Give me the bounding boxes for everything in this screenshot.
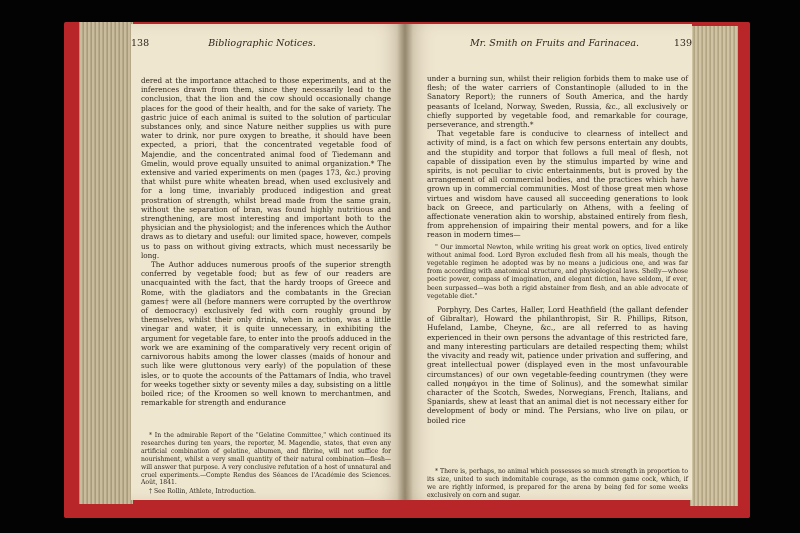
right-paragraph-1: under a burning sun, whilst their religion forbids them to make use of flesh; of the water carriers of Constantinople (alluded to in the Sanatory Report); the runners of South America, and the hardy peasants of Iceland, Norway, Sweden, Russia, &c., all exclusively or chiefly supported by vegetable food, and remarkable for courage, perseverance, and strength.* <box>427 74 688 130</box>
right-running-title: Mr. Smith on Fruits and Farinacea. <box>469 38 640 49</box>
left-running-title: Bibliographic Notices. <box>208 38 316 49</box>
left-page <box>131 24 405 500</box>
left-footnotes <box>141 432 391 497</box>
left-page-number: 138 <box>131 38 150 49</box>
right-page-edges <box>690 26 738 506</box>
right-footnote-1: * There is, perhaps, no animal which possesses so much strength in proportion to its size, united to such indomitable courage, as the common game cock, which, if we are rightly informed, is prepared for the arena by being fed for some weeks exclusively on corn and sugar. <box>427 468 688 499</box>
left-paragraph-1: dered at the importance attached to those experiments, and at the inferences drawn from them, since they necessarily lead to the conclusion, that the lion and the cow should occasionally change places for the good of their health, and for the sake of variety. The gastric juice of each animal is suited to the solution of particular substances only, and since Nature neither supplies us with pure water to drink, nor pure oxygen to breathe, it should have been expected, a priori, that the concentrated vegetable food of Majendie, and the concentrated animal food of Tiedemann and Gmelin, would prove equally unsuited to animal organization.* The extensive and varied experiments on men (pages 173, &c.) proving that whilst pure white wheaten bread, when used exclusively and for a long time, invariably produced indigestion and great prostration of strength, whilst bread made from the same grain, without the separation of bran, was found highly nutritious and strengthening, are most interesting and important both to the physician and the physiologist; and the inferences which the Author draws as to dietary and useful: our limited space, however, compels us to pass on without giving extracts, which must necessarily be long. <box>141 76 391 260</box>
block-quote <box>427 244 688 301</box>
right-paragraph-3: Porphyry, Des Cartes, Haller, Lord Heathfield (the gallant defender of Gibraltar), Howard the philanthropist, Sir R. Phillips, Ritson, Hufeland, Lambe, Cheyne, &c., are all referred to as having experienced in their own persons the advantage of this restricted fare, and many interesting particulars are detailed respecting them; whilst the vivacity and ready wit, patience under privation and suffering, and great intellectual power (displayed even in the most unfavourable circumstances) of our own vegetable-feeding countrymen (they were called ποηφάγοι in the time of Solinus), and the somewhat similar character of the Scotch, Swedes, Norwegians, French, Italians, and Spaniards, shew at least that an animal diet is not necessary either for development of body or mind. The Persians, who live on pilau, or boiled rice <box>427 305 688 425</box>
book-gutter <box>397 24 413 500</box>
left-body-text <box>141 76 391 407</box>
right-footnotes <box>427 468 688 500</box>
right-paragraph-2: That vegetable fare is conducive to clearness of intellect and activity of mind, is a fact on which few persons entertain any doubts, and the stupidity and torpor that follows a full meal of flesh, not capable of dissipation even by the stimulus imparted by wine and spirits, is not peculiar to civic entertainments, but is proved by the arrangement of all commercial bodies, and the practices which have grown up in commercial communities. Most of those great men whose virtues and wisdom have caused all succeeding generations to look back on Greece, and particularly on Athens, with a feeling of affectionate veneration akin to worship, abstained entirely from flesh, from apprehension of impairing their mental powers, and for a like reason in modern times— <box>427 129 688 240</box>
right-page-number: 139 <box>673 38 692 49</box>
right-page <box>405 24 692 500</box>
left-footnote-2: † See Rollin, Athlete, Introduction. <box>149 488 256 496</box>
block-quote-text: " Our immortal Newton, while writing his great work on optics, lived entirely without animal food. Lord Byron excluded flesh from all his meals, though the vegetable regimen he adopted was by no means a judicious one, and was far from according with anatomical structure, and physiological laws. Shelly—whose poetic power, compass of imagination, and elegant diction, have seldom, if ever, been surpassed—was both a rigid abstainer from flesh, and an able advocate of vegetable diet." <box>427 243 688 300</box>
left-page-edges <box>79 22 133 504</box>
left-paragraph-2: The Author adduces numerous proofs of the superior strength conferred by vegetable food; but as few of our readers are unacquainted with the fact, that the hardy troops of Greece and Rome, with the gladiators and the combatants in the Grecian games† were all (before manners were corrupted by the overthrow of democracy) exclusively fed with corn roughly ground by themselves, whilst their only drink, when in action, was a little vinegar and water, it is quite unnecessary, in exhibiting the argument for vegetable fare, to enter into the proofs adduced in the work we are examining of the comparatively very recent origin of carnivorous habits among the lower classes (maids of honour and such like were gluttonous very early) of the population of these isles, or to quote the accounts of the Pattamars of India, who travel for weeks together sixty or seventy miles a day, subsisting on a little boiled rice; of the Kroomen so well known to merchantmen, and remarkable for strength and endurance <box>141 260 391 408</box>
right-body-text <box>427 74 688 425</box>
left-footnote-1: * In the admirable Report of the "Gelatine Committee," which continued its researches during ten years, the reporter, M. Magendie, states, that even any artificial combination of gelatine, albumen, and fibrine, will not suffice for nourishment, whilst a very small quantity of their natural combination—flesh—will answer that purpose. A very conclusive refutation of a host of unnatural and cruel experiments.—Compte Rendus des Séances de l'Académie des Sciences. Août, 1841. <box>141 432 391 487</box>
